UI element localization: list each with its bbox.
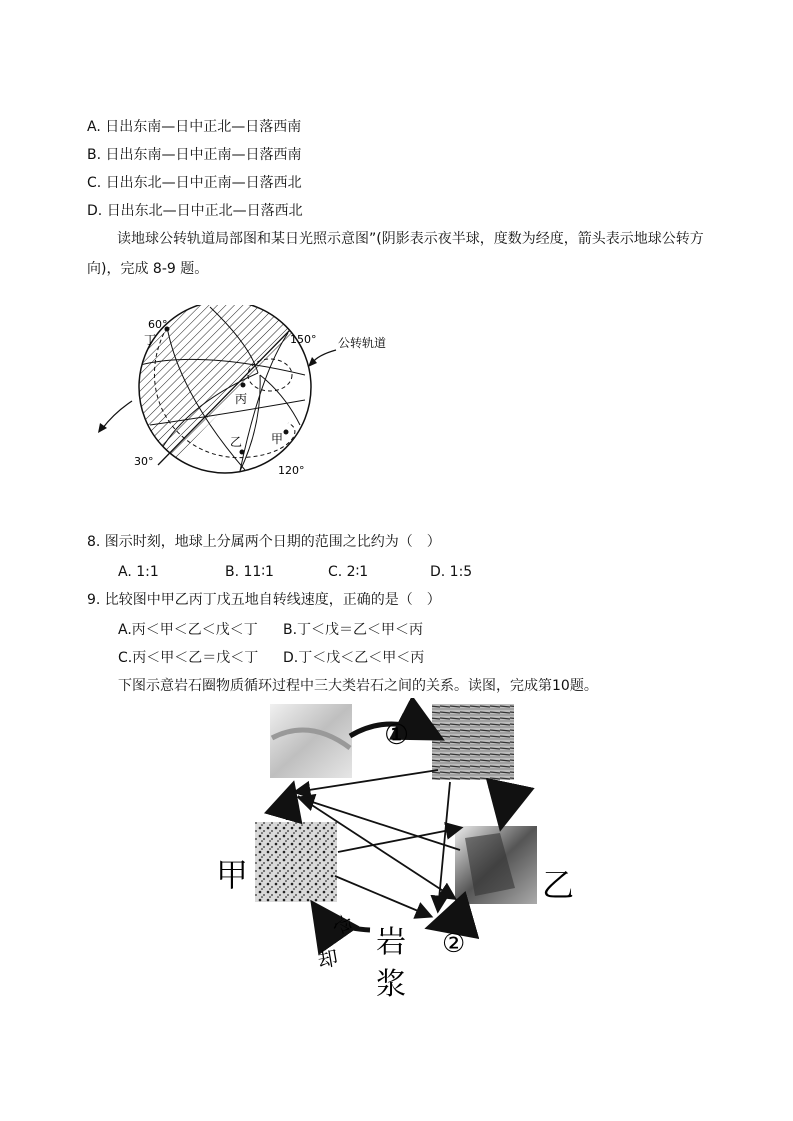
label-yi: 乙 — [230, 435, 243, 449]
point-jia — [284, 430, 289, 435]
option-letter: A. — [87, 119, 101, 135]
label-yi: 乙 — [542, 866, 575, 904]
orbit-arrow-right — [312, 350, 336, 363]
q9-option-d: D.丁＜戊＜乙＜甲＜丙 — [283, 650, 425, 666]
layered-rock-image — [432, 704, 514, 780]
label-orbit: 公转轨道 — [338, 336, 387, 350]
option-text: 日出东北—日中正北—日落西北 — [106, 203, 303, 219]
label-jia: 甲 — [271, 432, 284, 446]
option-d-prev — [87, 202, 303, 220]
point-yi — [240, 450, 245, 455]
option-c-prev — [87, 174, 302, 192]
arrow-head-icon — [308, 357, 317, 367]
label-60: 60° — [148, 318, 168, 331]
label-150: 150° — [290, 333, 317, 346]
option-text: 日出东南—日中正南—日落西南 — [105, 147, 302, 163]
option-text: 日出东北—日中正南—日落西北 — [105, 175, 302, 191]
meridian-120 — [260, 375, 300, 425]
igneous-rock-image — [255, 822, 337, 902]
point-bing — [241, 383, 246, 388]
q9-option-c: C.丙＜甲＜乙＝戊＜丁 — [118, 650, 259, 666]
option-letter: B. — [87, 147, 102, 163]
label-ding: 丁 — [144, 333, 157, 347]
option-letter: D. — [87, 203, 103, 219]
q8-option-c: C. 2∶1 — [328, 564, 369, 580]
option-text: 日出东南—日中正北—日落西南 — [105, 119, 302, 135]
label-que: 却 — [315, 945, 340, 973]
option-b-prev — [87, 146, 302, 164]
arrow-igneous-up — [288, 788, 292, 820]
intro-paragraph-10: 下图示意岩石圈物质循环过程中三大类岩石之间的关系。读图，完成第10题。 — [118, 678, 598, 694]
label-circle-1: ① — [384, 718, 410, 751]
arrow-igneous-to-magma — [335, 876, 430, 916]
arrow-igneous-to-metamorphic — [338, 828, 460, 852]
option-a-prev — [87, 118, 301, 136]
earth-illumination-figure — [90, 305, 410, 485]
q9-option-b: B.丁＜戊＝乙＜甲＜丙 — [283, 622, 424, 638]
label-30: 30° — [134, 455, 154, 468]
q9-option-a: A.丙＜甲＜乙＜戊＜丁 — [118, 622, 258, 638]
label-120: 120° — [278, 464, 305, 477]
q8-option-d: D. 1:5 — [430, 564, 473, 580]
option-letter: C. — [87, 175, 102, 191]
rock-cycle-figure — [210, 698, 590, 1008]
label-bing: 丙 — [235, 392, 248, 406]
label-circle-2: ② — [442, 929, 466, 959]
label-jiang: 浆 — [376, 967, 406, 1002]
label-yan: 岩 — [376, 925, 406, 960]
q8-option-b: B. 11∶1 — [225, 564, 274, 580]
label-jia: 甲 — [216, 856, 249, 894]
question-9-stem: 9. 比较图中甲乙丙丁戊五地自转线速度，正确的是（ ） — [87, 592, 441, 608]
question-8-stem: 8. 图示时刻，地球上分属两个日期的范围之比约为（ ） — [87, 534, 441, 550]
arrow-right-down — [490, 786, 503, 822]
orbit-arrow-left — [102, 401, 132, 429]
q8-option-a: A. 1:1 — [118, 564, 159, 580]
label-leng: 冷 — [329, 912, 356, 940]
intro-paragraph-8-9: 读地球公转轨道局部图和某日光照示意图”(阴影表示夜半球，度数为经度，箭头表示地球公转方向)，完成 8-9 题。 — [87, 231, 704, 277]
